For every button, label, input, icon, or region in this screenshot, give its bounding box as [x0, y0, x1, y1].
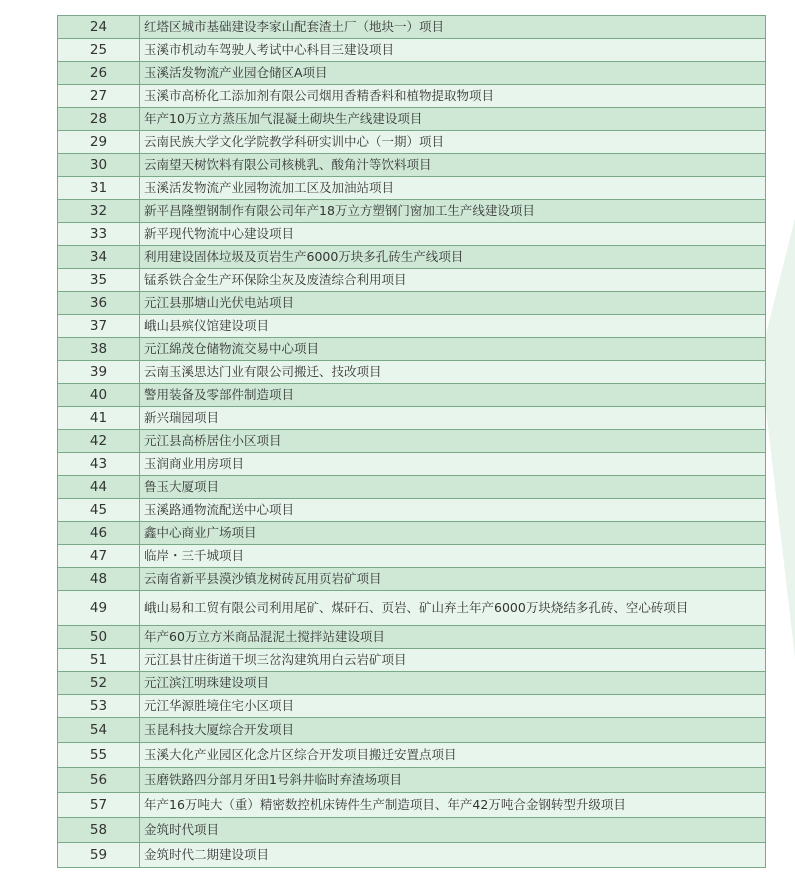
row-number: 48: [58, 568, 140, 591]
row-number: 29: [58, 131, 140, 154]
row-number: 27: [58, 85, 140, 108]
row-number: 26: [58, 62, 140, 85]
project-name: 红塔区城市基础建设李家山配套渣土厂（地块一）项目: [140, 16, 766, 39]
row-number: 38: [58, 338, 140, 361]
project-name: 金筑时代项目: [140, 818, 766, 843]
row-number: 46: [58, 522, 140, 545]
project-name: 云南民族大学文化学院教学科研实训中心（一期）项目: [140, 131, 766, 154]
project-table-body: [58, 16, 766, 868]
row-number: 47: [58, 545, 140, 568]
project-name: 警用装备及零部件制造项目: [140, 384, 766, 407]
project-name: 玉昆科技大厦综合开发项目: [140, 718, 766, 743]
row-number: 55: [58, 743, 140, 768]
project-name: 玉溪市机动车驾驶人考试中心科目三建设项目: [140, 39, 766, 62]
row-number: 54: [58, 718, 140, 743]
project-name: 云南望天树饮料有限公司核桃乳、酸角汁等饮料项目: [140, 154, 766, 177]
row-number: 25: [58, 39, 140, 62]
project-name: 玉溪大化产业园区化念片区综合开发项目搬迁安置点项目: [140, 743, 766, 768]
project-name: 峨山县殡仪馆建设项目: [140, 315, 766, 338]
row-number: 31: [58, 177, 140, 200]
row-number: 24: [58, 16, 140, 39]
row-number: 45: [58, 499, 140, 522]
project-name: 新兴瑞园项目: [140, 407, 766, 430]
row-number: 58: [58, 818, 140, 843]
project-name: 元江滨江明珠建设项目: [140, 672, 766, 695]
row-number: 56: [58, 768, 140, 793]
project-name: 元江綿茂仓储物流交易中心项目: [140, 338, 766, 361]
row-number: 35: [58, 269, 140, 292]
project-name: 玉润商业用房项目: [140, 453, 766, 476]
project-name: 新平昌隆塑钢制作有限公司年产18万立方塑钢门窗加工生产线建设项目: [140, 200, 766, 223]
project-name: 鑫中心商业广场项目: [140, 522, 766, 545]
project-name: 元江县甘庄街道干坝三岔沟建筑用白云岩矿项目: [140, 649, 766, 672]
row-number: 33: [58, 223, 140, 246]
project-name: 新平现代物流中心建设项目: [140, 223, 766, 246]
project-table: [57, 15, 766, 868]
project-name: 元江县高桥居住小区项目: [140, 430, 766, 453]
row-number: 28: [58, 108, 140, 131]
row-number: 57: [58, 793, 140, 818]
row-number: 30: [58, 154, 140, 177]
row-number: 39: [58, 361, 140, 384]
project-name: 年产10万立方蒸压加气混凝土砌块生产线建设项目: [140, 108, 766, 131]
row-number: 52: [58, 672, 140, 695]
project-name: 云南玉溪思达门业有限公司搬迁、技改项目: [140, 361, 766, 384]
project-name: 元江华源胜境住宅小区项目: [140, 695, 766, 718]
project-name: 年产60万立方米商品混泥土搅拌站建设项目: [140, 626, 766, 649]
project-name: 峨山易和工贸有限公司利用尾矿、煤矸石、页岩、矿山弃土年产6000万块烧结多孔砖、空心砖项目: [140, 591, 766, 626]
row-number: 34: [58, 246, 140, 269]
project-name: 锰系铁合金生产环保除尘灰及废渣综合利用项目: [140, 269, 766, 292]
project-name: 云南省新平县漠沙镇龙树砖瓦用页岩矿项目: [140, 568, 766, 591]
project-name: 玉溪路通物流配送中心项目: [140, 499, 766, 522]
row-number: 44: [58, 476, 140, 499]
project-name: 利用建设固体垃圾及页岩生产6000万块多孔砖生产线项目: [140, 246, 766, 269]
row-number: 40: [58, 384, 140, 407]
project-name: 金筑时代二期建设项目: [140, 843, 766, 868]
project-name: 年产16万吨大（重）精密数控机床铸件生产制造项目、年产42万吨合金钢转型升级项目: [140, 793, 766, 818]
project-name: 玉溪活发物流产业园物流加工区及加油站项目: [140, 177, 766, 200]
row-number: 36: [58, 292, 140, 315]
project-name: 玉磨铁路四分部月牙田1号斜井临时弃渣场项目: [140, 768, 766, 793]
row-number: 50: [58, 626, 140, 649]
row-number: 51: [58, 649, 140, 672]
row-number: 49: [58, 591, 140, 626]
project-name: 玉溪活发物流产业园仓储区A项目: [140, 62, 766, 85]
project-name: 临岸・三千城项目: [140, 545, 766, 568]
row-number: 43: [58, 453, 140, 476]
project-name: 元江县那塘山光伏电站项目: [140, 292, 766, 315]
row-number: 32: [58, 200, 140, 223]
project-name: 鲁玉大厦项目: [140, 476, 766, 499]
row-number: 53: [58, 695, 140, 718]
row-number: 41: [58, 407, 140, 430]
row-number: 42: [58, 430, 140, 453]
project-name: 玉溪市高桥化工添加剂有限公司烟用香精香料和植物提取物项目: [140, 85, 766, 108]
row-number: 37: [58, 315, 140, 338]
project-table-container: [57, 15, 766, 868]
row-number: 59: [58, 843, 140, 868]
